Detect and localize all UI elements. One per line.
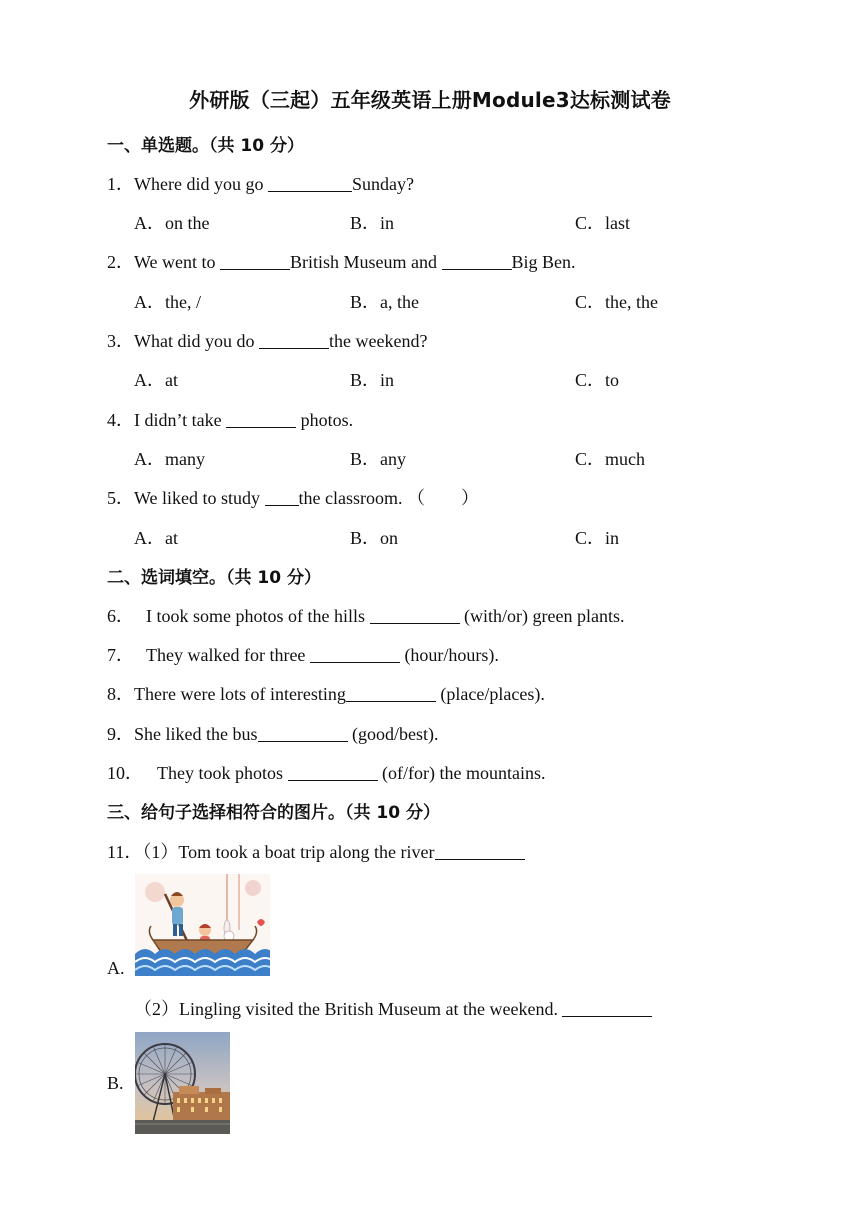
answer-blank [268,173,352,192]
question-text: (of/for) the mountains. [377,763,546,783]
question-text: I didn’t take [134,410,227,430]
answer-blank [310,644,400,663]
question-text: I took some photos of the hills [146,606,370,626]
question-9 [107,720,438,746]
answer-blank [220,251,290,270]
answer-blank [258,723,348,742]
question-number: 6． [107,606,134,626]
question-text: Sunday? [351,174,414,194]
question-5 [107,484,479,510]
question-number: 4． [107,410,134,430]
question-number: 10． [107,763,143,783]
question-7 [107,641,499,667]
question-11-part-2 [134,995,652,1021]
question-text: Big Ben. [511,252,576,272]
question-text: They took photos [157,763,288,783]
question-text: (place/places). [435,684,545,704]
option-a: A．many [134,449,205,469]
option-a: A．the, / [134,292,201,312]
question-text: (with/or) green plants. [459,606,625,626]
question-text: the classroom. （ ） [298,488,480,508]
option-a: A．at [134,528,178,548]
question-4 [107,406,353,432]
question-text: She liked the bus [134,724,258,744]
question-text: What did you do [134,331,259,351]
question-text: They walked for three [146,645,310,665]
question-text: We went to [134,252,221,272]
option-c: C．in [575,528,620,548]
london-eye-photo-icon [135,1032,230,1134]
answer-blank [442,251,512,270]
question-3 [107,327,427,353]
question-number: 7． [107,645,134,665]
question-number: 5． [107,488,134,508]
question-text: There were lots of interesting [134,684,346,704]
question-number: 1． [107,174,134,194]
question-number: 9． [107,724,134,744]
question-number: 11． [107,842,143,862]
question-text: （1）Tom took a boat trip along the river [142,842,435,862]
question-text: (hour/hours). [399,645,499,665]
answer-blank [226,409,296,428]
option-c: C．much [575,449,645,469]
question-10 [107,759,545,785]
question-text: We liked to study [134,488,265,508]
answer-blank [370,605,460,624]
image-label-a: A. [107,958,125,978]
option-c: C．the, the [575,292,658,312]
answer-blank [288,762,378,781]
question-2 [107,248,576,274]
question-text: British Museum and [290,252,442,272]
boat-trip-illustration-icon [135,874,270,976]
image-label-b: B. [107,1073,124,1093]
question-text: Where did you go [134,174,268,194]
question-8 [107,680,545,706]
option-b: B．in [350,213,395,233]
option-b: B．any [350,449,406,469]
question-text: (good/best). [347,724,439,744]
question-number: 2． [107,252,134,272]
answer-blank [265,487,299,506]
question-text: photos. [296,410,354,430]
option-b: B．in [350,370,395,390]
section-heading-1: 一、单选题。（共 10 分） [107,136,304,156]
answer-blank [562,998,652,1017]
option-b: B．a, the [350,292,419,312]
option-a: A．on the [134,213,210,233]
section-heading-3: 三、给句子选择相符合的图片。（共 10 分） [107,803,440,823]
question-text: （2）Lingling visited the British Museum at the weekend. [134,999,563,1019]
option-c: C．to [575,370,620,390]
question-number: 8． [107,684,134,704]
option-b: B．on [350,528,399,548]
option-a: A．at [134,370,178,390]
section-heading-2: 二、选词填空。（共 10 分） [107,568,321,588]
option-c: C．last [575,213,631,233]
question-number: 3． [107,331,134,351]
answer-blank [346,683,436,702]
question-1 [107,170,414,196]
answer-blank [435,841,525,860]
question-11-part-1 [107,838,525,864]
question-text: the weekend? [328,331,428,351]
answer-blank [259,330,329,349]
question-6 [107,602,624,628]
page-title: 外研版（三起）五年级英语上册Module3达标测试卷 [189,88,671,112]
